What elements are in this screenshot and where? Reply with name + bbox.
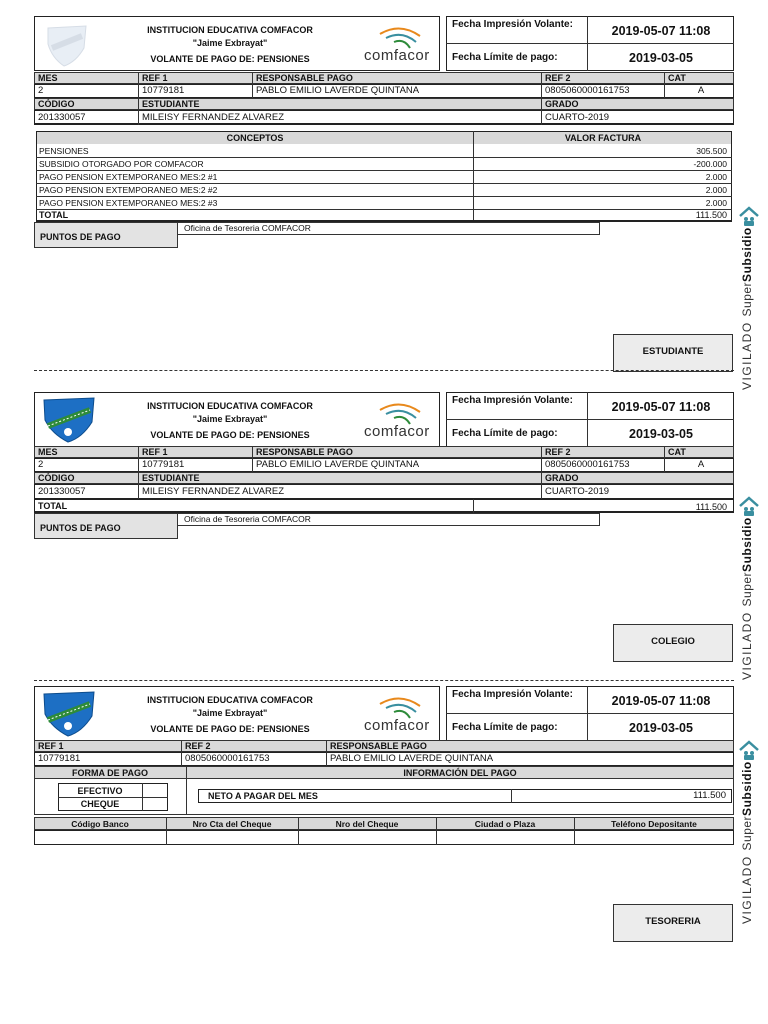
- estudiante-value: MILEISY FERNANDEZ ALVAREZ: [142, 486, 285, 497]
- efectivo-checkbox[interactable]: [143, 784, 167, 796]
- ref2-value: 0805060000161753: [185, 753, 270, 764]
- vigilado-text: VIGILADO: [740, 855, 754, 924]
- total-label: TOTAL: [38, 501, 68, 511]
- brand-wordmark: comfacor: [364, 717, 430, 734]
- concept-name: SUBSIDIO OTORGADO POR COMFACOR: [39, 159, 204, 169]
- concept-value: 2.000: [705, 185, 727, 195]
- voucher-title: VOLANTE DE PAGO DE: PENSIONES: [150, 54, 310, 64]
- subsidio-text: Subsidio: [740, 227, 754, 282]
- grado-header: GRADO: [545, 473, 579, 483]
- concept-value: 2.000: [705, 198, 727, 208]
- ref1-value: 10779181: [142, 85, 185, 96]
- nro-cta-header: Nro Cta del Cheque: [192, 819, 272, 829]
- responsable-header: RESPONSABLE PAGO: [330, 741, 427, 751]
- due-date-value: 2019-03-05: [629, 427, 693, 441]
- info-header-row: [34, 72, 734, 84]
- voucher-title: VOLANTE DE PAGO DE: PENSIONES: [150, 430, 310, 440]
- due-date-label: Fecha Límite de pago:: [452, 52, 558, 63]
- ref2-header: REF 2: [545, 447, 571, 457]
- bank-value-row: [34, 830, 734, 845]
- school-crest-icon: [40, 690, 98, 738]
- codigo-header: CÓDIGO: [38, 99, 75, 109]
- total-label: TOTAL: [39, 210, 69, 220]
- telefono-header: Teléfono Depositante: [611, 819, 697, 829]
- super-text: Super: [740, 815, 754, 851]
- vigilado-mark: [740, 761, 754, 924]
- school-name: "Jaime Exbrayat": [192, 38, 268, 48]
- grado-header: GRADO: [545, 99, 579, 109]
- concept-name: PAGO PENSION EXTEMPORANEO MES:2 #2: [39, 185, 218, 195]
- codigo-banco-header: Código Banco: [71, 819, 129, 829]
- ref1-header: REF 1: [142, 447, 168, 457]
- student-header-row: [34, 472, 734, 484]
- due-date-label: Fecha Límite de pago:: [452, 722, 558, 733]
- estudiante-header: ESTUDIANTE: [142, 99, 200, 109]
- valor-factura-header: VALOR FACTURA: [564, 133, 642, 143]
- brand-wordmark: comfacor: [364, 423, 430, 440]
- cat-header: CAT: [668, 447, 686, 457]
- info-pago-header: INFORMACIÓN DEL PAGO: [403, 768, 517, 778]
- mes-value: 2: [38, 85, 44, 96]
- cat-value: A: [697, 85, 705, 96]
- student-value-row: [34, 484, 734, 499]
- super-text: Super: [740, 281, 754, 317]
- supersubsidio-logo-icon: [738, 496, 760, 518]
- ref1-value: 10779181: [142, 459, 185, 470]
- subsidio-text: Subsidio: [740, 761, 754, 816]
- payment-office: Oficina de Tesoreria COMFACOR: [184, 223, 311, 233]
- copy-school-stamp: COLEGIO: [613, 624, 733, 662]
- vigilado-text: VIGILADO: [740, 321, 754, 390]
- cheque-checkbox[interactable]: [143, 798, 167, 810]
- responsable-header: RESPONSABLE PAGO: [256, 447, 353, 457]
- responsable-value: PABLO EMILIO LAVERDE QUINTANA: [330, 753, 494, 764]
- grado-value: CUARTO-2019: [545, 112, 610, 123]
- mes-value: 2: [38, 459, 44, 470]
- institution-name: INSTITUCION EDUCATIVA COMFACOR: [147, 25, 313, 35]
- nro-cheque-header: Nro del Cheque: [335, 819, 399, 829]
- supersubsidio-logo-icon: [738, 740, 760, 762]
- total-value: 111.500: [695, 210, 727, 220]
- copy-treasury-stamp: TESORERIA: [613, 904, 733, 942]
- school-crest-icon: [40, 396, 98, 444]
- payment-points-label: PUNTOS DE PAGO: [40, 232, 121, 242]
- super-text: Super: [740, 571, 754, 607]
- ref2-header: REF 2: [185, 741, 211, 751]
- responsable-value: PABLO EMILIO LAVERDE QUINTANA: [256, 459, 420, 470]
- total-value: 111.500: [695, 502, 727, 512]
- due-date-value: 2019-03-05: [629, 721, 693, 735]
- codigo-value: 201330057: [38, 486, 86, 497]
- ref2-value: 0805060000161753: [545, 85, 630, 96]
- vigilado-mark: [740, 227, 754, 390]
- voucher-title: VOLANTE DE PAGO DE: PENSIONES: [150, 724, 310, 734]
- supersubsidio-logo-icon: [738, 206, 760, 228]
- cut-line-1: [34, 370, 734, 371]
- print-date-value: 2019-05-07 11:08: [611, 24, 711, 38]
- responsable-header: RESPONSABLE PAGO: [256, 73, 353, 83]
- brand-wordmark: comfacor: [364, 47, 430, 64]
- codigo-header: CÓDIGO: [38, 473, 75, 483]
- ref2-header: REF 2: [545, 73, 571, 83]
- print-date-label: Fecha Impresión Volante:: [452, 689, 573, 700]
- codigo-value: 201330057: [38, 112, 86, 123]
- subsidio-text: Subsidio: [740, 517, 754, 572]
- ref1-value: 10779181: [38, 753, 81, 764]
- print-date-label: Fecha Impresión Volante:: [452, 19, 573, 30]
- school-name: "Jaime Exbrayat": [192, 414, 268, 424]
- concept-name: PENSIONES: [39, 146, 89, 156]
- estudiante-header: ESTUDIANTE: [142, 473, 200, 483]
- cat-value: A: [697, 459, 705, 470]
- concept-value: 305.500: [696, 146, 727, 156]
- mes-header: MES: [38, 73, 58, 83]
- institution-name: INSTITUCION EDUCATIVA COMFACOR: [147, 401, 313, 411]
- mes-header: MES: [38, 447, 58, 457]
- ciudad-header: Ciudad o Plaza: [474, 819, 536, 829]
- ref2-value: 0805060000161753: [545, 459, 630, 470]
- vigilado-mark: [740, 517, 754, 680]
- cheque-label: CHEQUE: [80, 799, 120, 809]
- cat-header: CAT: [668, 73, 686, 83]
- student-value-row: [34, 110, 734, 125]
- concept-value: 2.000: [705, 172, 727, 182]
- concepts-header: CONCEPTOS: [226, 133, 284, 143]
- print-date-label: Fecha Impresión Volante:: [452, 395, 573, 406]
- print-date-value: 2019-05-07 11:08: [611, 694, 711, 708]
- school-name: "Jaime Exbrayat": [192, 708, 268, 718]
- responsable-value: PABLO EMILIO LAVERDE QUINTANA: [256, 85, 420, 96]
- vigilado-text: VIGILADO: [740, 611, 754, 680]
- payment-points-label: PUNTOS DE PAGO: [40, 523, 121, 533]
- forma-pago-header: FORMA DE PAGO: [72, 768, 148, 778]
- ref1-header: REF 1: [142, 73, 168, 83]
- institution-name: INSTITUCION EDUCATIVA COMFACOR: [147, 695, 313, 705]
- due-date-value: 2019-03-05: [629, 51, 693, 65]
- concept-value: -200.000: [693, 159, 727, 169]
- school-crest-faded-icon: [42, 22, 92, 68]
- copy-student-stamp: ESTUDIANTE: [613, 334, 733, 372]
- concept-name: PAGO PENSION EXTEMPORANEO MES:2 #1: [39, 172, 218, 182]
- net-pay-label: NETO A PAGAR DEL MES: [208, 791, 318, 801]
- print-date-value: 2019-05-07 11:08: [611, 400, 711, 414]
- student-header-row: [34, 98, 734, 110]
- net-pay-value: 111.500: [693, 790, 726, 801]
- info-header-row: [34, 446, 734, 458]
- estudiante-value: MILEISY FERNANDEZ ALVAREZ: [142, 112, 285, 123]
- concept-name: PAGO PENSION EXTEMPORANEO MES:2 #3: [39, 198, 218, 208]
- grado-value: CUARTO-2019: [545, 486, 610, 497]
- payment-office: Oficina de Tesoreria COMFACOR: [184, 514, 311, 524]
- cut-line-2: [34, 680, 734, 681]
- due-date-label: Fecha Límite de pago:: [452, 428, 558, 439]
- ref1-header: REF 1: [38, 741, 64, 751]
- efectivo-label: EFECTIVO: [77, 786, 123, 796]
